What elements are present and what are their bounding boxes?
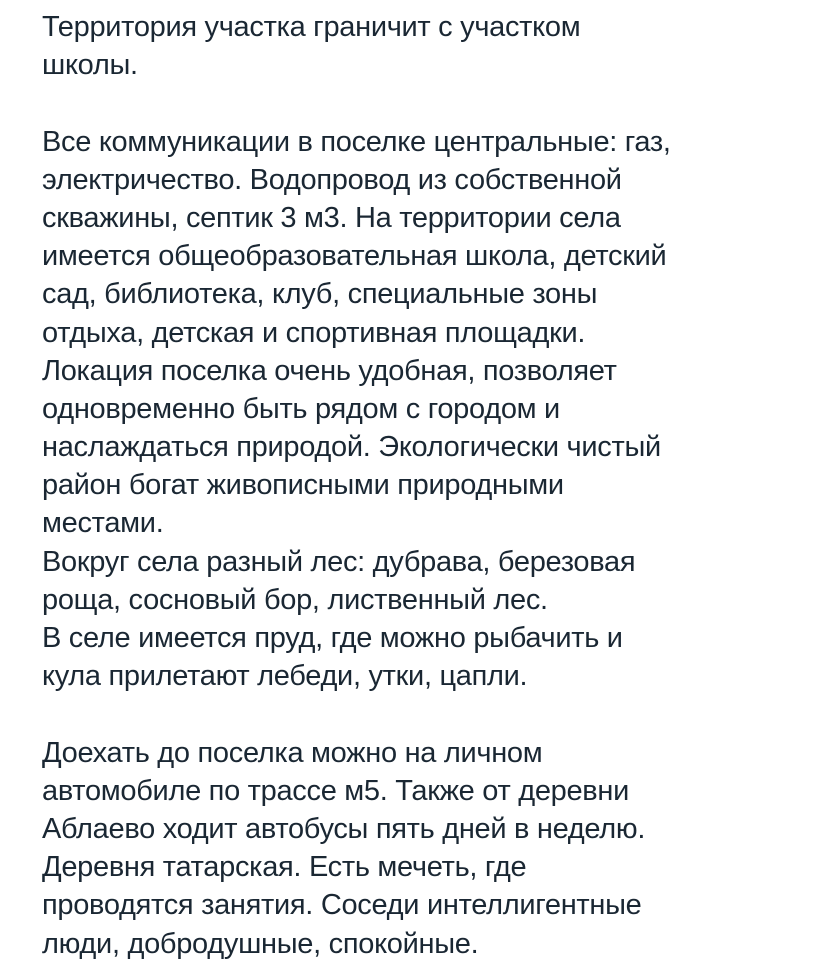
text-line: проводятся занятия. Соседи интеллигентные	[42, 889, 642, 922]
text-line: местами.	[42, 507, 164, 540]
paragraph-amenities	[42, 123, 820, 696]
text-line: Локация поселка очень удобная, позволяет	[42, 354, 617, 387]
paragraph-transport	[42, 734, 820, 963]
text-line: автомобиле по трассе м5. Также от деревни	[42, 774, 630, 807]
text-line: Аблаево ходит автобусы пять дней в неделю.	[42, 812, 646, 845]
text-line: кула прилетают лебеди, утки, цапли.	[42, 660, 528, 693]
text-line: Все коммуникации в поселке центральные: газ,	[42, 125, 671, 158]
text-line: электричество. Водопровод из собственной	[42, 163, 622, 196]
text-line: скважины, септик 3 м3. На территории села	[42, 201, 621, 234]
paragraph-school	[42, 8, 820, 84]
text-line: район богат живописными природными	[42, 469, 564, 502]
paragraph-gap	[42, 84, 820, 122]
text-line: школы.	[42, 49, 138, 82]
text-line: Территория участка граничит с участком	[42, 11, 581, 43]
text-line: имеется общеобразовательная школа, детский	[42, 240, 667, 273]
text-line: люди, добродушные, спокойные.	[42, 927, 479, 960]
text-line: Вокруг села разный лес: дубрава, березовая	[42, 545, 636, 578]
paragraph-gap	[42, 695, 820, 733]
document-text	[42, 8, 820, 963]
text-line: Деревня татарская. Есть мечеть, где	[42, 851, 527, 884]
text-line: сад, библиотека, клуб, специальные зоны	[42, 278, 598, 311]
text-line: роща, сосновый бор, лиственный лес.	[42, 583, 548, 616]
text-line: наслаждаться природой. Экологически чистый	[42, 431, 661, 464]
text-line: Доехать до поселка можно на личном	[42, 736, 543, 769]
text-line: одновременно быть рядом с городом и	[42, 392, 560, 425]
text-line: отдыха, детская и спортивная площадки.	[42, 316, 586, 349]
text-line: В селе имеется пруд, где можно рыбачить и	[42, 622, 623, 654]
